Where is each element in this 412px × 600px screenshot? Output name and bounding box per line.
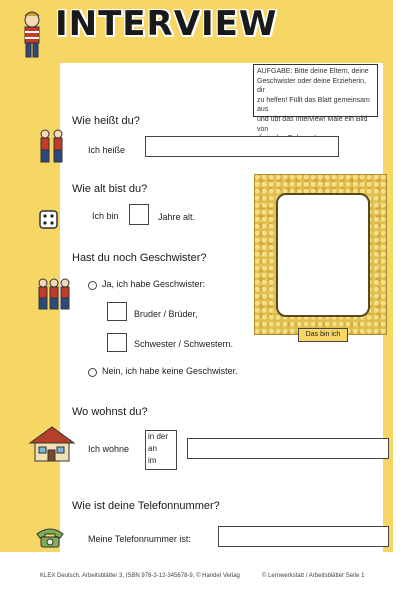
footer-right: © Lernwerkstatt / Arbeitsblätter Seite 1: [262, 573, 365, 579]
telephone-icon: [34, 526, 66, 548]
family-icon: [36, 277, 72, 311]
preposition-option[interactable]: im: [148, 456, 157, 465]
kids-group-icon: [36, 128, 68, 164]
sisters-label: Schwester / Schwestern.: [134, 339, 234, 349]
task-line: Geschwister oder deine Erzieherin, dir: [257, 77, 366, 95]
phone-label: Meine Telefonnummer ist:: [88, 534, 191, 544]
residence-label: Ich wohne: [88, 444, 130, 454]
task-box: [253, 64, 378, 133]
option-no-label: Nein, ich habe keine Geschwister.: [102, 366, 238, 376]
question-residence: Wo wohnst du?: [72, 406, 148, 418]
task-line: und übt das Interview! Male ein Bild von: [257, 115, 368, 133]
footer-left: KLEX Deutsch, Arbeitsblätter 3, ISBN 978-3-12-345678-9, © Handel Verlag: [40, 573, 240, 579]
preposition-box: [145, 430, 177, 470]
age-label-before: Ich bin: [92, 211, 119, 221]
residence-field[interactable]: [187, 438, 389, 459]
drawing-area[interactable]: [276, 193, 370, 317]
task-line: AUFGABE: Bitte deine Eltern, deine: [257, 68, 369, 75]
name-label: Ich heiße: [88, 145, 126, 155]
age-label-after: Jahre alt.: [158, 212, 196, 222]
page-title: INTERVIEW: [55, 4, 278, 44]
house-icon: [27, 425, 77, 463]
kids-icon: [12, 10, 52, 62]
question-age: Wie alt bist du?: [72, 183, 148, 195]
radio-no[interactable]: [88, 368, 97, 377]
task-line: zu helfen! Füllt das Blatt gemeinsam aus: [257, 96, 370, 114]
name-field[interactable]: [145, 136, 339, 157]
dice-icon: [38, 209, 60, 231]
preposition-option[interactable]: an: [148, 444, 157, 453]
brothers-field[interactable]: [107, 302, 127, 321]
photo-label: Das bin ich: [298, 328, 348, 342]
question-name: Wie heißt du?: [72, 115, 140, 127]
preposition-option[interactable]: in der: [148, 432, 169, 441]
age-field[interactable]: [129, 204, 149, 225]
phone-field[interactable]: [218, 526, 389, 547]
brothers-label: Bruder / Brüder,: [134, 309, 198, 319]
question-siblings: Hast du noch Geschwister?: [72, 252, 207, 264]
radio-yes[interactable]: [88, 281, 97, 290]
frame-left: [0, 0, 60, 552]
option-yes-label: Ja, ich habe Geschwister:: [102, 279, 206, 289]
question-phone: Wie ist deine Telefonnummer?: [72, 500, 220, 512]
sisters-field[interactable]: [107, 333, 127, 352]
